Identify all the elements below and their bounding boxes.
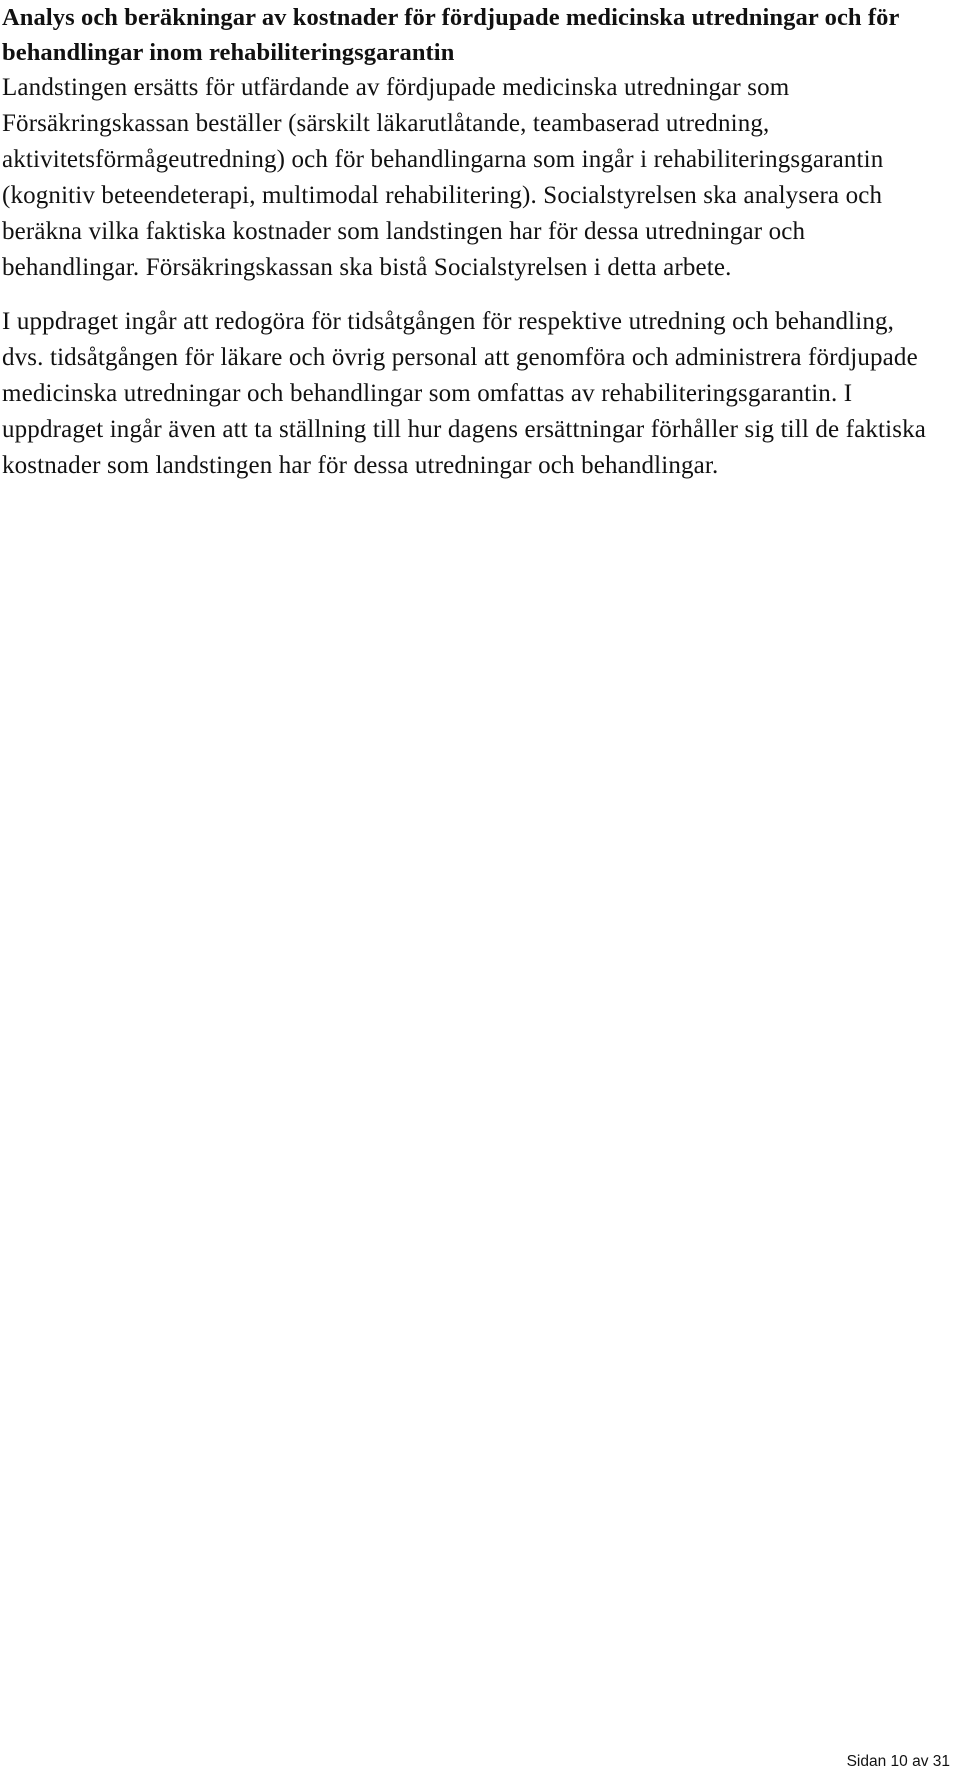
paragraph-assignment: I uppdraget ingår att redogöra för tidsåtgången för respektive utredning och behandling, dvs. tidsåtgången för läkare och övrig personal att genomföra och administrera fördjupade medicinska utredningar och behandlingar som omfattas av rehabiliteringsgarantin. I uppdraget ingår även att ta ställning till hur dagens ersättningar förhåller sig till de faktiska kostnader som landstingen har för dessa utredningar och behandlingar. <box>2 308 926 479</box>
paragraph-compensation: Landstingen ersätts för utfärdande av fördjupade medicinska utredningar som Försäkringskassan beställer (särskilt läkarutlåtande, teambaserad utredning, aktivitetsförmågeutredning) och för behandlingarna som ingår i rehabiliteringsgarantin (kognitiv beteendeterapi, multimodal rehabilitering). Socialstyrelsen ska analysera och beräkna vilka faktiska kostnader som landstingen har för dessa utredningar och behandlingar. Försäkringskassan ska bistå Socialstyrelsen i detta arbete. <box>2 74 884 281</box>
document-body <box>2 0 927 484</box>
page-number: Sidan 10 av 31 <box>846 1753 950 1770</box>
section-heading: Analys och beräkningar av kostnader för fördjupade medicinska utredningar och för behandlingar inom rehabiliteringsgarantin <box>2 4 900 66</box>
